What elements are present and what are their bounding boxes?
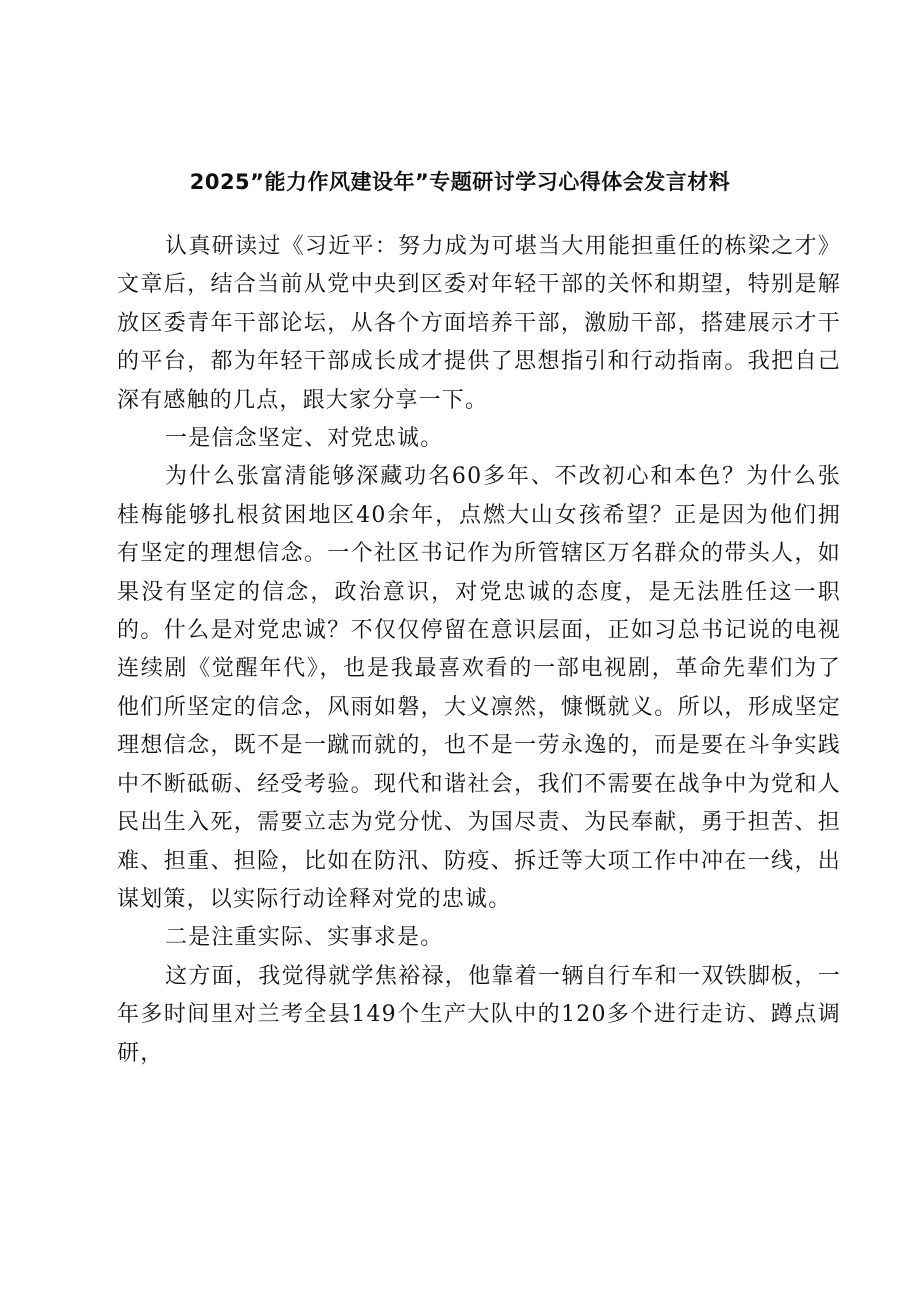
section-heading-2: 二是注重实际、实事求是。 xyxy=(165,925,444,951)
document-title: 2025”能力作风建设年”专题研讨学习心得体会发言材料 xyxy=(189,170,731,194)
paragraph-section-2: 这方面，我觉得就学焦裕禄，他靠着一辆自行车和一双铁脚板，一年多时间里对兰考全县149个生产大队中的120多个进行走访、蹲点调研， xyxy=(117,963,841,1066)
paragraph-intro: 认真研读过《习近平：努力成为可堪当大用能担重任的栋梁之才》文章后，结合当前从党中央到区委对年轻干部的关怀和期望，特别是解放区委青年干部论坛，从各个方面培养干部，激励干部，搭建展示才干的平台，都为年轻干部成长成才提供了思想指引和行动指南。我把自己深有感触的几点，跟大家分享一下。 xyxy=(117,234,841,413)
paragraph-section-1: 为什么张富清能够深藏功名60多年、不改初心和本色？为什么张桂梅能够扎根贫困地区40余年，点燃大山女孩希望？正是因为他们拥有坚定的理想信念。一个社区书记作为所管辖区万名群众的带头人，如果没有坚定的信念，政治意识，对党忠诚的态度，是无法胜任这一职的。什么是对党忠诚？不仅仅停留在意识层面，正如习总书记说的电视连续剧《觉醒年代》，也是我最喜欢看的一部电视剧，革命先辈们为了他们所坚定的信念，风雨如磐，大义凛然，慷慨就义。所以，形成坚定理想信念，既不是一蹴而就的，也不是一劳永逸的，而是要在斗争实践中不断砥砺、经受考验。现代和谐社会，我们不需要在战争中为党和人民出生入死，需要立志为党分忧、为国尽责、为民奉献，勇于担苦、担难、担重、担险，比如在防汛、防疫、拆迁等大项工作中冲在一线，出谋划策，以实际行动诠释对党的忠诚。 xyxy=(117,464,841,912)
section-heading-1: 一是信念坚定、对党忠诚。 xyxy=(165,426,444,452)
document-body xyxy=(117,228,841,1073)
